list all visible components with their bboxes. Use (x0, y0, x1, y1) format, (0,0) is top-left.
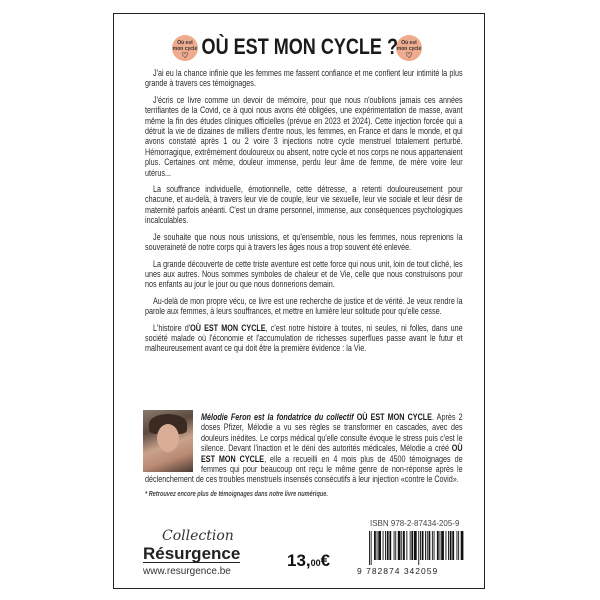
barcode-bar (420, 531, 421, 560)
barcode-bar (394, 531, 395, 560)
barcode-bar (398, 531, 401, 560)
text: Mélodie Feron est la fondatrice du collectif (201, 412, 354, 422)
paragraph: J'ai eu la chance infinie que les femmes me fassent confiance et me confient leur intimité la plus grande à travers ces témoignages. (145, 68, 463, 89)
logo-text: Où est (401, 40, 417, 46)
text: , c'est notre histoire à toutes, ni seules, ni folles, dans une société malade où l'économie et l'accumulation de richesses superflues passe avant le futur et malheureusement avant ce qui doit être la première évidence : la Vie. (145, 322, 463, 354)
price-cents: 00 (310, 558, 321, 568)
photo-spacer (145, 412, 201, 474)
barcode-bar (422, 531, 424, 560)
paragraph (145, 323, 463, 354)
barcode-digits: 9 782874 342059 (357, 566, 439, 576)
logo-text: Où est (177, 40, 193, 46)
barcode-bar (410, 531, 411, 560)
barcode-bar (457, 531, 458, 560)
title-text: OÙ EST MON CYCLE ? (201, 34, 399, 59)
barcode-bar (437, 531, 439, 560)
book-title (0, 34, 600, 60)
barcode-bar (377, 531, 378, 560)
barcode-bar (374, 531, 376, 560)
publisher-logo: Résurgence (143, 544, 241, 563)
barcode-bar (414, 531, 417, 560)
barcode-bar (395, 531, 396, 560)
barcode-bar (403, 531, 405, 560)
footnote: * Retrouvez encore plus de témoignages dans notre livre numérique. (145, 490, 328, 498)
price-main: 13, (287, 551, 311, 570)
barcode-bar (452, 531, 454, 560)
barcode-bar (440, 531, 441, 560)
collection-label: Collection (162, 528, 234, 544)
barcode-bar (418, 531, 419, 565)
publisher-url: www.resurgence.be (143, 566, 231, 577)
barcode-bar (387, 531, 389, 560)
blurb (145, 68, 463, 360)
logo-text: mon cycle (172, 45, 198, 52)
paragraph: J'écris ce livre comme un devoir de mémoire, pour que nous n'oublions jamais ces années terrifiantes de la Covid, ce à quoi nous avons été obligées, une expérimentation de masse, avant même la fin des études cliniques officielles (prévue en 2023 et 2024). Cette injection forcée qui a détruit la vie de dizaines de milliers d'entre nous, les femmes, en France et dans le monde, et qui avons constaté après 1 ou 2 voire 3 injections notre cycle menstruel totalement perturbé. Hémorragique, extrêmement douloureux ou absent, notre cycle et nos corps ne nous appartenaient plus. Certaines ont même, douleur immense, perdu leur âme de femme, de mère voire leur utérus... (145, 94, 463, 178)
barcode-bar (429, 531, 431, 560)
text: , elle a recueilli en 4 mois plus de 4500 témoignages de femmes qui pour beaucoup ont reçu le même genre (201, 453, 463, 475)
barcode-bar (458, 531, 459, 560)
price-currency: € (320, 551, 331, 570)
heart-icon: ♡ (181, 51, 189, 60)
barcode-bar (411, 531, 413, 560)
barcode-bar (385, 531, 386, 560)
barcode-bar (446, 531, 447, 560)
barcode-bar (448, 531, 449, 560)
author-bio (145, 412, 463, 499)
text: . Après 2 doses Pfizer, Mélodie a vu ses règles se transformer en cascades, avec des douleurs inédites. Le corps médical qu'elle consulte évoque le stress puis c'est le silence. Devant l'inaction et le déni des autorités médicales, Mélodie a créé (201, 412, 463, 454)
barcode-bar (425, 531, 426, 560)
paragraph: Au-delà de mon propre vécu, ce livre est une recherche de justice et de vérité. Je veux rendre la parole aux femmes, à leurs souffrances, et mettre en lumière leur solitude pour qu'elle cesse. (145, 295, 463, 317)
paragraph: La souffrance individuelle, émotionnelle, cette détresse, a retenti douloureusement pour chacune, et au-delà, à travers leur vie de couple, leur vie sexuelle, leur vie sociale et leur désir de maternité parfois anéanti. C'est un drame personnel, immense, aux conséquences psychologiques incalculables. (145, 184, 463, 226)
paragraph: Je souhaite que nous nous unissions, et qu'ensemble, nous les femmes, nous reprenions la souveraineté de notre corps qui à travers les âges nous a trop souvent été enlevée. (145, 231, 463, 253)
paragraph: La grande découverte de cette triste aventure est cette force qui nous unit, loin de tout cliché, les unes aux autres. Nous sommes symboles de chaleur et de Vie, celle que nous construisons pour nos enfants au jour le jour ou que nous donnerions demain. (145, 258, 463, 290)
heart-icon: ♡ (405, 51, 413, 60)
price (287, 551, 330, 573)
barcode-bar (450, 531, 452, 560)
logo-text: mon cycle (396, 45, 422, 52)
barcode-bar (401, 531, 402, 560)
barcode-bar (389, 531, 391, 560)
text-bold: OÙ EST MON CYCLE (190, 322, 266, 333)
barcode-bar (371, 531, 372, 565)
text-bold: OÙ EST MON CYCLE (356, 412, 432, 422)
barcode-bar (461, 531, 464, 560)
isbn: ISBN 978-2-87434-205-9 (370, 519, 460, 528)
barcode-bar (369, 531, 370, 565)
barcode-bar (432, 531, 433, 560)
barcode-bar (383, 531, 384, 560)
barcode-bar (378, 531, 381, 560)
text: de non-réponse après le déclenchement de ces troubles menstruels insensés consécutifs à leur injection «contre le Covid». (145, 464, 463, 485)
barcode-bar (434, 531, 435, 560)
barcode-bar (427, 531, 428, 560)
barcode (369, 531, 465, 565)
text-bold: OÙ EST MON CYCLE (201, 443, 463, 464)
text: L'histoire d' (153, 322, 191, 333)
barcode-bar (441, 531, 444, 560)
barcode-bar (406, 531, 407, 560)
